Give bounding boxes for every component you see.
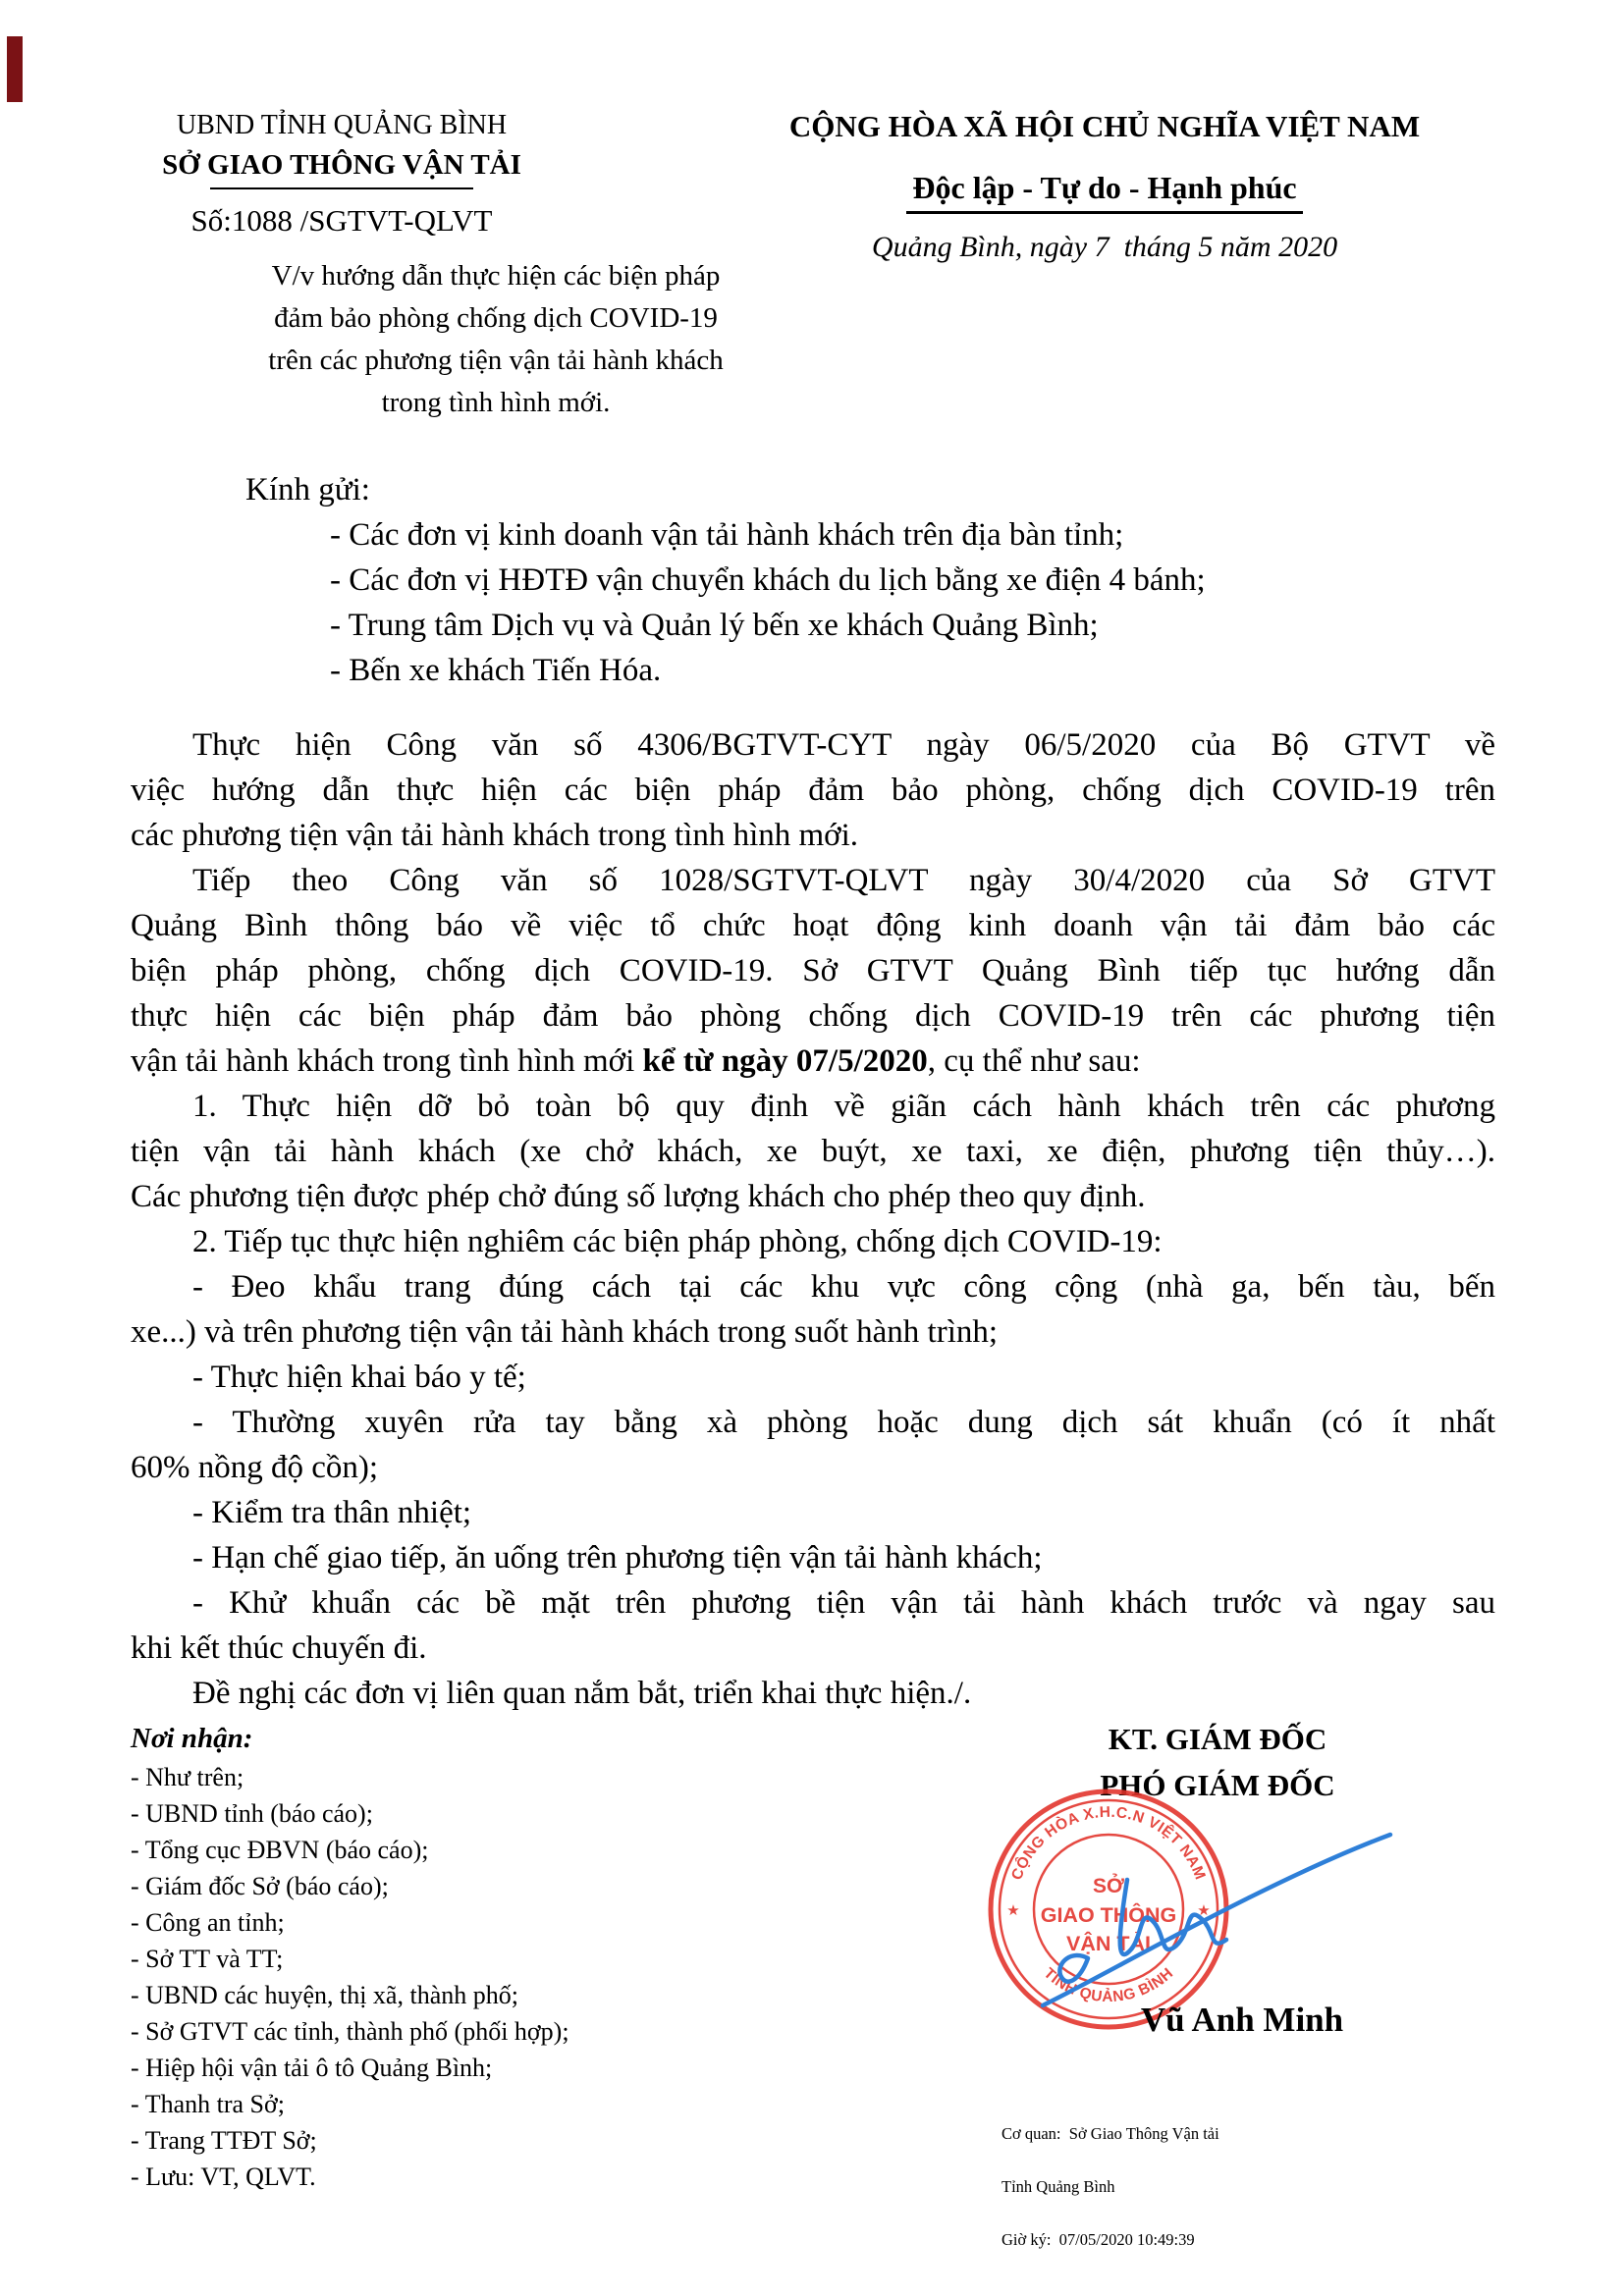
signature-scribble — [1029, 1811, 1402, 2019]
salutation: Kính gửi: — [245, 472, 370, 507]
body-line: - Thực hiện khai báo y tế; — [192, 1360, 526, 1395]
recipient-line: - Các đơn vị HĐTĐ vận chuyển khách du lịch bằng xe điện 4 bánh; — [330, 562, 1206, 598]
noi-nhan-item: - Công an tỉnh; — [131, 1908, 285, 1937]
noi-nhan-item: - Tổng cục ĐBVN (báo cáo); — [131, 1836, 429, 1864]
subject-line: trên các phương tiện vận tải hành khách — [268, 345, 724, 376]
place-date: Quảng Bình, ngày 7 tháng 5 năm 2020 — [871, 231, 1338, 263]
body-line: Các phương tiện được phép chở đúng số lượng khách cho phép theo quy định. — [131, 1179, 1146, 1214]
effective-date-bold: kể từ ngày 07/5/2020 — [642, 1043, 928, 1079]
document-body — [131, 467, 1495, 1716]
body-line: 1. Thực hiện dỡ bỏ toàn bộ quy định về giãn cách hành khách trên các phương — [192, 1089, 1495, 1124]
noi-nhan-item: - Như trên; — [131, 1763, 244, 1791]
signer-title-deputy: PHÓ GIÁM ĐỐC — [1100, 1768, 1335, 1802]
body-line: 60% nồng độ cồn); — [131, 1450, 379, 1485]
body-line: khi kết thúc chuyến đi. — [131, 1630, 427, 1666]
national-header — [712, 106, 1497, 264]
body-line: các phương tiện vận tải hành khách trong tình hình mới. — [131, 818, 859, 853]
recipient-line: - Trung tâm Dịch vụ và Quản lý bến xe khách Quảng Bình; — [330, 608, 1099, 643]
body-line: - Thường xuyên rửa tay bằng xà phòng hoặc dung dịch sát khuẩn (có ít nhất — [192, 1405, 1495, 1440]
stamp-center-line1: SỞ — [1093, 1875, 1124, 1897]
doc-number: Số:1088 /SGTVT-QLVT — [190, 203, 493, 238]
issuer-header — [131, 106, 553, 241]
body-line: Thực hiện Công văn số 4306/BGTVT-CYT ngày 06/5/2020 của Bộ GTVT về — [192, 727, 1495, 763]
issuer-underline — [210, 187, 473, 189]
noi-nhan-item: - Trang TTĐT Sở; — [131, 2126, 317, 2155]
body-line — [131, 1039, 1495, 1084]
body-line: thực hiện các biện pháp đảm bảo phòng chống dịch COVID-19 trên các phương tiện — [131, 998, 1495, 1034]
issuer-org-name: SỞ GIAO THÔNG VẬN TẢI — [162, 149, 521, 181]
bookmark-mark — [7, 36, 23, 102]
digital-signature-agency: Cơ quan: Sở Giao Thông Vận tải — [1001, 2124, 1219, 2143]
noi-nhan-item: - Hiệp hội vận tải ô tô Quảng Bình; — [131, 2054, 493, 2082]
digital-signature-info — [1001, 2090, 1219, 2284]
stamp-star-right-icon: ★ — [1197, 1903, 1211, 1919]
stamp-center-line3: VẬN TẢI — [1066, 1932, 1151, 1955]
noi-nhan-item: - UBND các huyện, thị xã, thành phố; — [131, 1981, 518, 2009]
subject-line: trong tình hình mới. — [381, 387, 611, 418]
body-line: biện pháp phòng, chống dịch COVID-19. Sở GTVT Quảng Bình tiếp tục hướng dẫn — [131, 953, 1495, 988]
body-line: Tiếp theo Công văn số 1028/SGTVT-QLVT ngày 30/4/2020 của Sở GTVT — [192, 863, 1495, 898]
noi-nhan-label: Nơi nhận: — [131, 1723, 253, 1754]
noi-nhan-item: - Sở GTVT các tỉnh, thành phố (phối hợp); — [131, 2017, 569, 2046]
national-motto: Độc lập - Tự do - Hạnh phúc — [906, 170, 1302, 214]
noi-nhan-block — [131, 1718, 739, 2195]
issuer-parent-org: UBND TỈNH QUẢNG BÌNH — [176, 110, 508, 140]
body-line: Quảng Bình thông báo về việc tổ chức hoạt động kinh doanh vận tải đảm bảo các — [131, 908, 1495, 943]
closing-line: Đề nghị các đơn vị liên quan nắm bắt, triển khai thực hiện./. — [192, 1676, 972, 1711]
recipient-line: - Bến xe khách Tiến Hóa. — [330, 653, 662, 688]
subject-line: V/v hướng dẫn thực hiện các biện pháp — [271, 260, 721, 292]
noi-nhan-item: - Thanh tra Sở; — [131, 2090, 285, 2118]
signer-title-kt: KT. GIÁM ĐỐC — [1108, 1722, 1327, 1756]
body-line: - Kiểm tra thân nhiệt; — [192, 1495, 472, 1530]
stamp-arc-bottom-text: TỈNH QUẢNG BÌNH — [1040, 1964, 1177, 2006]
digital-signature-time: Giờ ký: 07/05/2020 10:49:39 — [1001, 2230, 1195, 2249]
digital-signature-province: Tỉnh Quảng Bình — [1001, 2177, 1115, 2196]
body-text: , cụ thể như sau: — [927, 1043, 1141, 1079]
body-line: - Khử khuẩn các bề mặt trên phương tiện vận tải hành khách trước và ngay sau — [192, 1585, 1495, 1621]
noi-nhan-item: - UBND tỉnh (báo cáo); — [131, 1799, 373, 1828]
stamp-arc-top-text: CỘNG HÒA X.H.C.N VIỆT NAM — [1008, 1803, 1209, 1883]
body-line: - Hạn chế giao tiếp, ăn uống trên phương tiện vận tải hành khách; — [192, 1540, 1043, 1575]
recipient-line: - Các đơn vị kinh doanh vận tải hành khách trên địa bàn tỉnh; — [330, 517, 1124, 553]
stamp-star-left-icon: ★ — [1006, 1903, 1020, 1919]
body-line: xe...) và trên phương tiện vận tải hành khách trong suốt hành trình; — [131, 1314, 999, 1350]
signer-name: Vũ Anh Minh — [1140, 2001, 1344, 2039]
noi-nhan-item: - Lưu: VT, QLVT. — [131, 2163, 316, 2191]
body-line: tiện vận tải hành khách (xe chở khách, xe buýt, xe taxi, xe điện, phương tiện thủy…). — [131, 1134, 1495, 1169]
body-line: 2. Tiếp tục thực hiện nghiêm các biện pháp phòng, chống dịch COVID-19: — [192, 1224, 1163, 1259]
body-text: vận tải hành khách trong tình hình mới — [131, 1043, 643, 1079]
noi-nhan-item: - Sở TT và TT; — [131, 1945, 284, 1973]
national-title: CỘNG HÒA XÃ HỘI CHỦ NGHĨA VIỆT NAM — [788, 109, 1421, 143]
doc-subject — [187, 255, 805, 424]
subject-line: đảm bảo phòng chống dịch COVID-19 — [274, 302, 718, 334]
stamp-center-line2: GIAO THÔNG — [1040, 1903, 1177, 1927]
noi-nhan-item: - Giám đốc Sở (báo cáo); — [131, 1872, 389, 1900]
body-line: - Đeo khẩu trang đúng cách tại các khu vực công cộng (nhà ga, bến tàu, bến — [192, 1269, 1495, 1305]
body-line: việc hướng dẫn thực hiện các biện pháp đảm bảo phòng, chống dịch COVID-19 trên — [131, 773, 1495, 808]
